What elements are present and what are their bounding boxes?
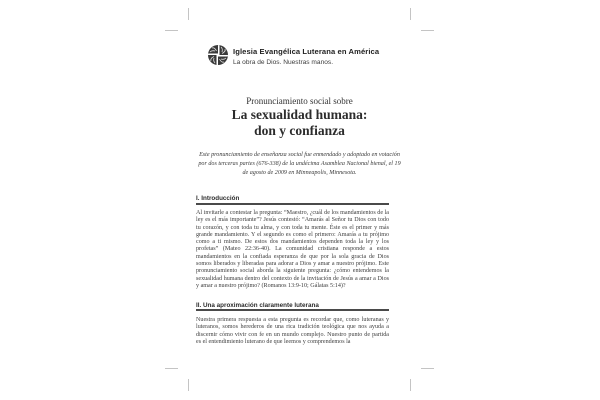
section-paragraph: Nuestra primera respuesta a esta pregunta es recordar que, como luteranas y luteranos, somos herederos de una rica tradición teológica que nos ayuda a discernir cómo vivir con fe en un mundo complejo. Nuestro punto de partida es el entendimiento luterano de que leemos y comprendemos la (196, 317, 389, 345)
crop-mark-top-left-horizontal (165, 30, 178, 31)
document-title-line1: La sexualidad humana: (231, 107, 368, 122)
crop-mark-bottom-left-horizontal (165, 368, 178, 369)
section-rule (196, 203, 389, 205)
crop-mark-bottom-right-vertical (410, 379, 411, 391)
org-tagline: La obra de Dios. Nuestras manos. (233, 59, 334, 66)
crop-mark-bottom-right-horizontal (421, 368, 434, 369)
elca-cross-emblem-icon (207, 44, 229, 66)
crop-mark-top-right-horizontal (421, 30, 434, 31)
crop-mark-top-right-vertical (410, 8, 411, 20)
section-paragraph: Al invitarle a contestar la pregunta: “Maestro, ¿cuál de los mandamientos de la ley es el más importante”? Jesús contestó: “Amarás al Señor tu Dios con todo tu corazón, y con toda tu alma, y con toda tu mente. Éste es el primer y más grande mandamiento. Y el segundo es como el primero: Amarás a tu prójimo como a ti mismo. De estos dos mandamientos dependen toda la ley y los profetas” (Mateo 22:36-40). La comunidad cristiana responde a estos mandamientos en la confiada esperanza de que por la sola gracia de Dios somos liberados y liberadas para adorar a Dios y amar a nuestro prójimo. Este pronunciamiento social aborda la siguiente pregunta: ¿cómo entendemos la sexualidad humana dentro del contexto de la invitación de Jesús a amar a Dios y amar a nuestro prójimo? (Romanos 13:9-10; Gálatas 5:14)? (196, 210, 389, 289)
adoption-note: Este pronunciamiento de enseñanza social fue enmendado y adoptado en votación por dos terceras partes (676-338) de la undécima Asamblea Nacional bienal, el 19 de agosto de 2009 en Minneapolis, Minnesota. (198, 152, 401, 176)
section-heading-aproximacion-luterana: II. Una aproximación claramente luterana (196, 302, 319, 309)
section-heading-introduccion: I. Introducción (196, 195, 240, 202)
org-name: Iglesia Evangélica Luterana en América (233, 47, 380, 56)
crop-mark-top-left-vertical (188, 8, 189, 20)
document-kicker: Pronunciamiento social sobre (246, 96, 353, 106)
document-title-line2: don y confianza (254, 123, 345, 138)
section-rule (196, 309, 389, 311)
crop-mark-bottom-left-vertical (188, 379, 189, 391)
